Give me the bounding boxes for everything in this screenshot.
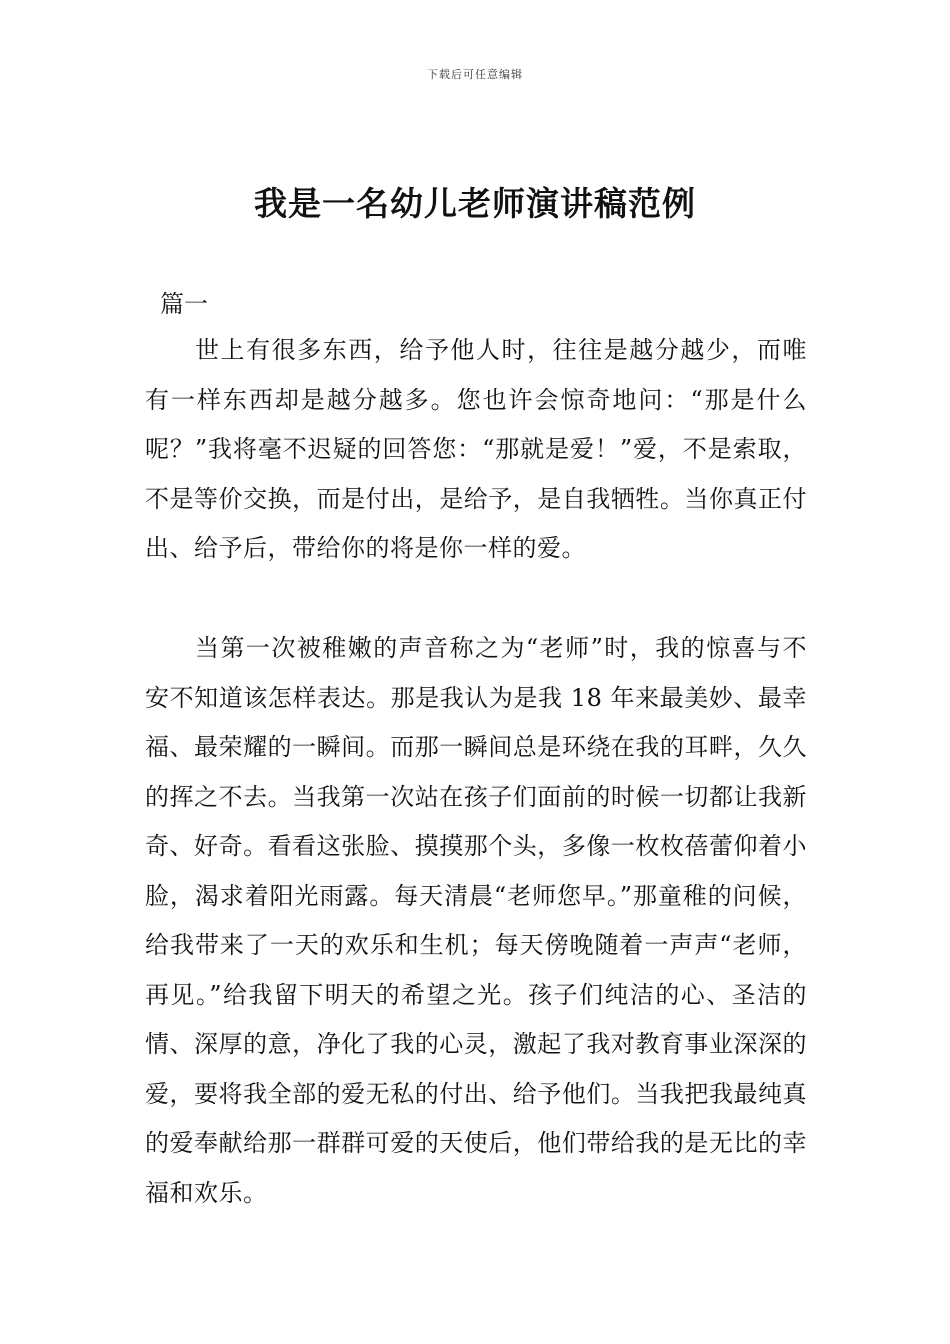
document-title: 我是一名幼儿老师演讲稿范例 (254, 184, 696, 223)
body-paragraph-1-container (145, 326, 807, 574)
section-label: 篇一 (160, 290, 208, 318)
body-paragraph: 当第一次被稚嫩的声音称之为“老师”时，我的惊喜与不安不知道该怎样表达。那是我认为是我 18 年来最美妙、最幸福、最荣耀的一瞬间。而那一瞬间总是环绕在我的耳畔，久久的挥之不去。当我第一次站在孩子们面前的时候一切都让我新奇、好奇。看看这张脸、摸摸那个头，多像一枚枚蓓蕾仰着小脸，渴求着阳光雨露。每天清晨“老师您早。”那童稚的问候，给我带来了一天的欢乐和生机；每天傍晚随着一声声“老师，再见。”给我留下明天的希望之光。孩子们纯洁的心、圣洁的情、深厚的意，净化了我的心灵，激起了我对教育事业深深的爱，要将我全部的爱无私的付出、给予他们。当我把我最纯真的爱奉献给那一群群可爱的天使后，他们带给我的是无比的幸福和欢乐。 (145, 634, 807, 1207)
body-paragraph: 世上有很多东西，给予他人时，往往是越分越少，而唯有一样东西却是越分越多。您也许会惊奇地问：“那是什么呢？”我将毫不迟疑的回答您：“那就是爱！”爱，不是索取，不是等价交换，而是付出，是给予，是自我牺牲。当你真正付出、给予后，带给你的将是你一样的爱。 (145, 336, 807, 562)
header-note: 下载后可任意编辑 (427, 68, 523, 81)
body-paragraph-2-container (145, 624, 807, 1218)
